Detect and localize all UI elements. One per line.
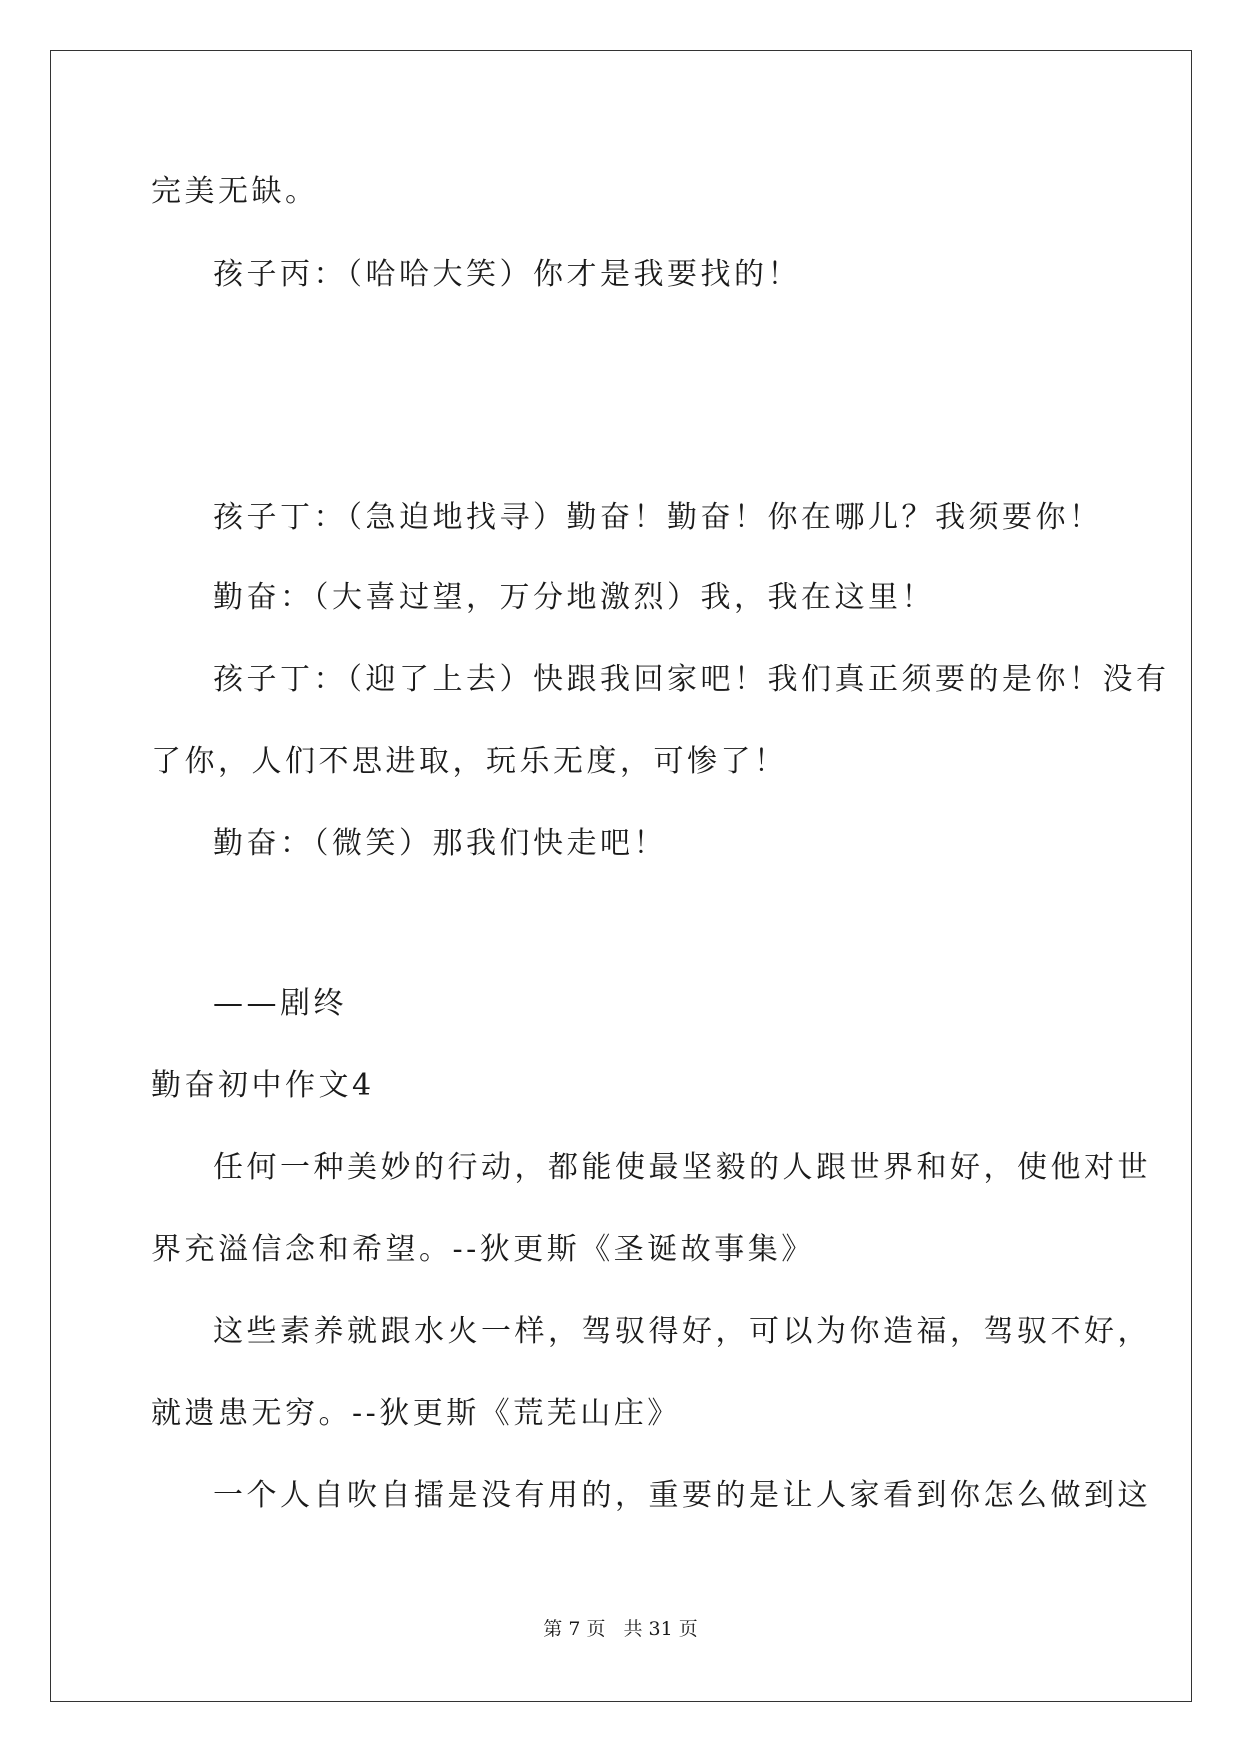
paragraph-line: 了你，人们不思进取，玩乐无度，可惨了！ [151,744,788,779]
quote-line: 任何一种美妙的行动，都能使最坚毅的人跟世界和好，使他对世 [213,1150,1151,1185]
page-border [50,50,1192,1702]
play-end-line: ——剧终 [213,986,347,1021]
quote-line: 这些素养就跟水火一样，驾驭得好，可以为你造福，驾驭不好， [213,1314,1151,1349]
dialogue-line: 勤奋：（大喜过望，万分地激烈）我，我在这里！ [213,580,935,615]
page-number: 第 7 页 [543,1618,606,1640]
quote-line: 一个人自吹自擂是没有用的，重要的是让人家看到你怎么做到这 [213,1478,1151,1513]
section-heading: 勤奋初中作文4 [151,1068,375,1103]
dialogue-line: 孩子丁：（急迫地找寻）勤奋！勤奋！你在哪儿？我须要你！ [213,500,1103,535]
page-total: 共 31 页 [623,1618,698,1640]
paragraph-line: 完美无缺。 [151,174,319,209]
dialogue-line: 孩子丙：（哈哈大笑）你才是我要找的！ [213,257,801,292]
quote-line: 界充溢信念和希望。--狄更斯《圣诞故事集》 [151,1232,815,1267]
dialogue-line: 孩子丁：（迎了上去）快跟我回家吧！我们真正须要的是你！没有 [213,662,1170,697]
page-footer [0,1617,1241,1641]
quote-line: 就遗患无穷。--狄更斯《荒芜山庄》 [151,1396,681,1431]
dialogue-line: 勤奋：（微笑）那我们快走吧！ [213,826,667,861]
